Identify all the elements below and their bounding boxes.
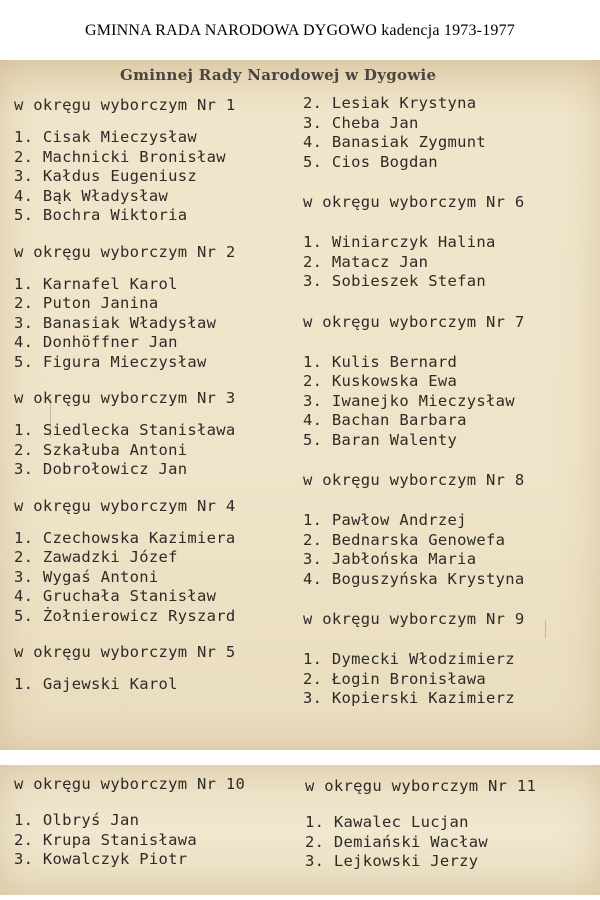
member-2-4: 4. Donhöffner Jan xyxy=(14,333,178,351)
member-9-2: 2. Łogin Bronisława xyxy=(303,669,487,688)
district-heading-5: w okręgu wyborczym Nr 5 xyxy=(14,643,236,661)
member-3-1: 1. Siedlecka Stanisława xyxy=(14,421,236,439)
member-6-2: 2. Matacz Jan xyxy=(303,252,429,271)
member-8-4: 4. Boguszyńska Krystyna xyxy=(303,569,525,588)
member-10-2: 2. Krupa Stanisława xyxy=(14,830,198,849)
member-6-3: 3. Sobieszek Stefan xyxy=(303,272,487,290)
member-4-1: 1. Czechowska Kazimiera xyxy=(14,528,236,547)
member-4-5: 5. Żołnierowicz Ryszard xyxy=(14,606,236,625)
member-2-1: 1. Karnafel Karol xyxy=(14,274,178,293)
left-column xyxy=(14,93,309,695)
clipping-header: Gminnej Rady Narodowej w Dygowie xyxy=(120,66,437,84)
member-10-1: 1. Olbryś Jan xyxy=(14,811,140,829)
member-11-1: 1. Kawalec Lucjan xyxy=(305,813,469,831)
member-2-2: 2. Puton Janina xyxy=(14,294,159,312)
member-1-1: 1. Cisak Mieczysław xyxy=(14,128,198,146)
member-2-5: 5. Figura Mieczysław xyxy=(14,352,207,371)
district-heading-2: w okręgu wyborczym Nr 2 xyxy=(14,242,236,261)
district-heading-8: w okręgu wyborczym Nr 8 xyxy=(303,471,525,489)
member-4-2: 2. Zawadzki Józef xyxy=(14,548,178,566)
district-heading-4: w okręgu wyborczym Nr 4 xyxy=(14,496,236,515)
member-5-1: 1. Gajewski Karol xyxy=(14,675,178,693)
member-5-3: 3. Cheba Jan xyxy=(303,113,419,132)
right-column xyxy=(303,94,598,709)
district-heading-7: w okręgu wyborczym Nr 7 xyxy=(303,312,525,331)
district-heading-6: w okręgu wyborczym Nr 6 xyxy=(303,193,525,211)
district-heading-1: w okręgu wyborczym Nr 1 xyxy=(14,96,236,114)
member-7-4: 4. Bachan Barbara xyxy=(303,411,467,429)
member-8-3: 3. Jabłońska Maria xyxy=(303,550,477,568)
district-heading-10: w okręgu wyborczym Nr 10 xyxy=(14,775,246,793)
member-9-1: 1. Dymecki Włodzimierz xyxy=(303,650,515,668)
page-title: GMINNA RADA NARODOWA DYGOWO kadencja 1973-1977 xyxy=(84,22,516,39)
bottom-right-column xyxy=(305,774,600,872)
member-6-1: 1. Winiarczyk Halina xyxy=(303,233,496,251)
member-1-4: 4. Bąk Władysław xyxy=(14,186,169,205)
member-3-3: 3. Dobrołowicz Jan xyxy=(14,460,188,478)
member-2-3: 3. Banasiak Władysław xyxy=(14,313,217,332)
member-8-2: 2. Bednarska Genowefa xyxy=(303,530,506,549)
member-9-3: 3. Kopierski Kazimierz xyxy=(303,689,515,707)
member-11-3: 3. Lejkowski Jerzy xyxy=(305,852,479,870)
member-10-3: 3. Kowalczyk Piotr xyxy=(14,850,188,868)
member-8-1: 1. Pawłow Andrzej xyxy=(303,511,467,529)
member-7-3: 3. Iwanejko Mieczysław xyxy=(303,391,515,410)
member-7-2: 2. Kuskowska Ewa xyxy=(303,372,458,390)
member-11-2: 2. Demiański Wacław xyxy=(305,832,489,851)
member-5-2: 2. Lesiak Krystyna xyxy=(303,94,477,112)
member-7-1: 1. Kulis Bernard xyxy=(303,352,458,371)
member-4-3: 3. Wygaś Antoni xyxy=(14,567,159,586)
member-4-4: 4. Gruchała Stanisław xyxy=(14,587,217,605)
member-1-2: 2. Machnicki Bronisław xyxy=(14,147,226,166)
member-5-4: 4. Banasiak Zygmunt xyxy=(303,133,487,151)
district-heading-9: w okręgu wyborczym Nr 9 xyxy=(303,610,525,628)
member-1-5: 5. Bochra Wiktoria xyxy=(14,206,188,224)
district-heading-3: w okręgu wyborczym Nr 3 xyxy=(14,389,236,407)
member-7-5: 5. Baran Walenty xyxy=(303,430,458,449)
member-3-2: 2. Szkałuba Antoni xyxy=(14,440,188,459)
member-1-3: 3. Kałdus Eugeniusz xyxy=(14,167,198,185)
member-5-5: 5. Cios Bogdan xyxy=(303,152,438,171)
district-heading-11: w okręgu wyborczym Nr 11 xyxy=(305,777,537,795)
bottom-left-column xyxy=(14,772,309,870)
